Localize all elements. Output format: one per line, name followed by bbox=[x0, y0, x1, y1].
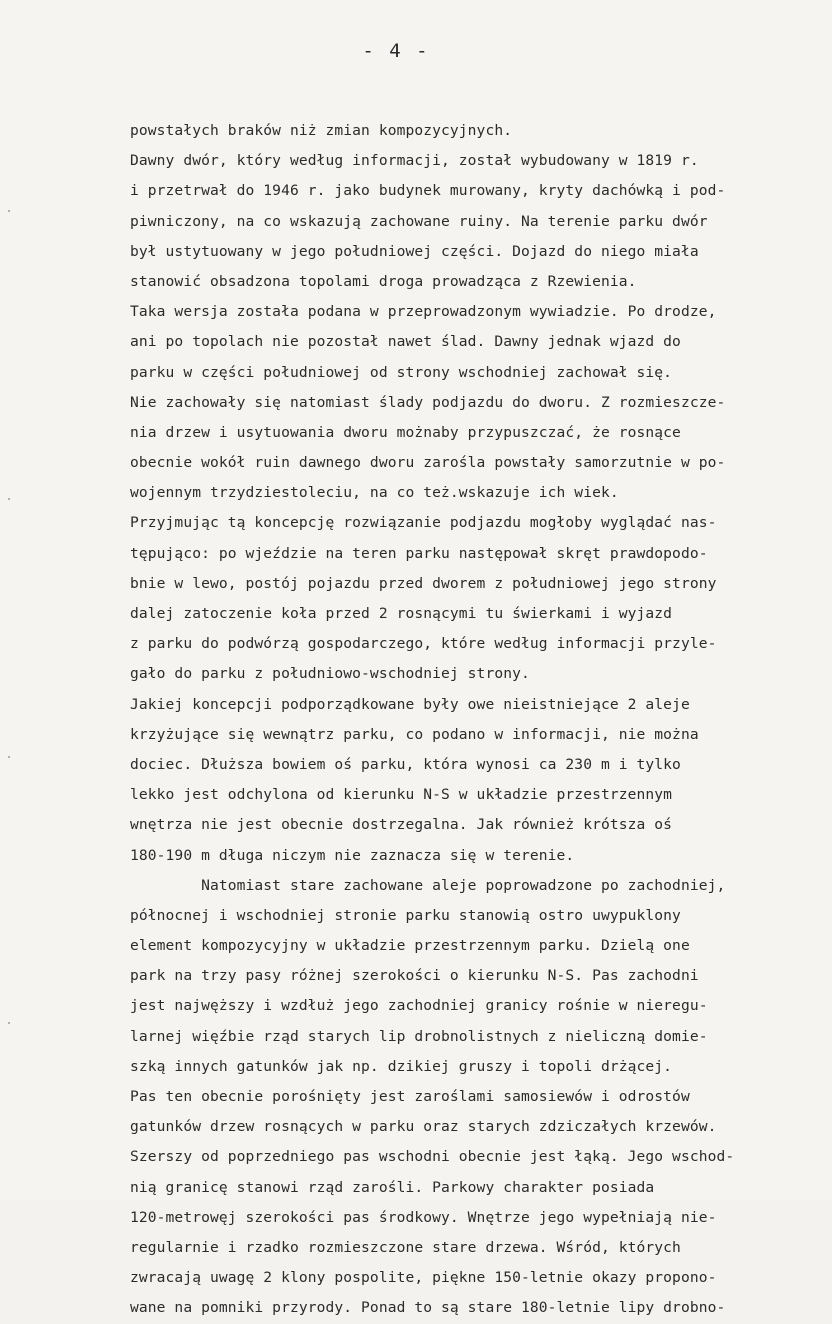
text-line: dalej zatoczenie koła przed 2 rosnącymi tu świerkami i wyjazd bbox=[130, 605, 673, 622]
text-line: ani po topolach nie pozostał nawet ślad. Dawny jednak wjazd do bbox=[130, 333, 681, 351]
text-line: Nie zachowały się natomiast ślady podjazdu do dworu. Z rozmieszcze- bbox=[130, 393, 726, 411]
text-line: gało do parku z południowo-wschodniej strony. bbox=[130, 665, 530, 683]
text-line: zwracają uwagę 2 klony pospolite, piękne 150-letnie okazy propono- bbox=[130, 1269, 717, 1287]
text-line: Taka wersja została podana w przeprowadzonym wywiadzie. Po drodze, bbox=[130, 303, 717, 321]
text-line: gatunków drzew rosnących w parku oraz starych zdziczałych krzewów. bbox=[130, 1118, 717, 1136]
text-line: piwniczony, na co wskazują zachowane ruiny. Na terenie parku dwór bbox=[130, 212, 708, 230]
text-line: stanowić obsadzona topolami droga prowadząca z Rzewienia. bbox=[130, 272, 637, 290]
margin-mark bbox=[8, 1022, 10, 1024]
text-line: Jakiej koncepcji podporządkowane były owe nieistniejące 2 aleje bbox=[130, 695, 690, 713]
margin-mark bbox=[8, 498, 10, 500]
text-line: północnej i wschodniej stronie parku stanowią ostro uwypuklony bbox=[130, 906, 681, 924]
body-text bbox=[130, 116, 830, 1324]
text-line: bnie w lewo, postój pojazdu przed dworem z południowej jego strony bbox=[130, 574, 717, 592]
text-line: regularnie i rzadko rozmieszczone stare drzewa. Wśród, których bbox=[130, 1238, 681, 1256]
text-line: 180-190 m długa niczym nie zaznacza się w terenie. bbox=[130, 846, 575, 864]
text-line: parku w części południowej od strony wschodniej zachował się. bbox=[130, 363, 673, 381]
text-line: 120-metrowęj szerokości pas środkowy. Wnętrze jego wypełniają nie- bbox=[130, 1208, 717, 1226]
text-line: nią granicę stanowi rząd zarośli. Parkowy charakter posiada bbox=[130, 1178, 655, 1196]
text-line: jest najwęższy i wzdłuż jego zachodniej granicy rośnie w nieregu- bbox=[130, 997, 708, 1015]
text-line: wane na pomniki przyrody. Ponad to są stare 180-letnie lipy drobno- bbox=[130, 1299, 726, 1317]
text-line: park na trzy pasy różnej szerokości o kierunku N-S. Pas zachodni bbox=[130, 967, 699, 985]
margin-mark bbox=[8, 756, 10, 758]
text-line: element kompozycyjny w układzie przestrzennym parku. Dzielą one bbox=[130, 937, 690, 955]
text-line: tępująco: po wjeździe na teren parku następował skręt prawdopodo- bbox=[130, 544, 708, 562]
text-line: krzyżujące się wewnątrz parku, co podano w informacji, nie można bbox=[130, 725, 699, 743]
text-line: Szerszy od poprzedniego pas wschodni obecnie jest łąką. Jego wschod- bbox=[130, 1148, 735, 1166]
text-line: Przyjmując tą koncepcję rozwiązanie podjazdu mogłoby wyglądać nas- bbox=[130, 514, 717, 532]
text-line: obecnie wokół ruin dawnego dworu zarośla powstały samorzutnie w po- bbox=[130, 454, 726, 472]
text-line: Natomiast stare zachowane aleje poprowadzone po zachodniej, bbox=[130, 876, 726, 894]
text-line: powstałych braków niż zmian kompozycyjnych. bbox=[130, 122, 513, 139]
text-line: wojennym trzydziestoleciu, na co też.wskazuje ich wiek. bbox=[130, 484, 619, 502]
text-line: larnej więźbie rząd starych lip drobnolistnych z nieliczną domie- bbox=[130, 1027, 708, 1045]
text-line: wnętrza nie jest obecnie dostrzegalna. Jak również krótsza oś bbox=[130, 816, 673, 834]
text-line: dociec. Dłuższa bowiem oś parku, która wynosi ca 230 m i tylko bbox=[130, 755, 681, 773]
margin-mark bbox=[8, 210, 10, 212]
text-line: Dawny dwór, który według informacji, został wybudowany w 1819 r. bbox=[130, 152, 699, 170]
page-number: - 4 - bbox=[362, 40, 430, 62]
text-line: i przetrwał do 1946 r. jako budynek murowany, kryty dachówką i pod- bbox=[130, 182, 726, 200]
text-line: szką innych gatunków jak np. dzikiej gruszy i topoli drżącej. bbox=[130, 1057, 673, 1075]
text-line: z parku do podwórzą gospodarczego, które według informacji przyle- bbox=[130, 635, 717, 653]
text-line: nia drzew i usytuowania dworu możnaby przypuszczać, że rosnące bbox=[130, 423, 681, 441]
text-line: był ustytuowany w jego południowej części. Dojazd do niego miała bbox=[130, 242, 699, 260]
text-line: lekko jest odchylona od kierunku N-S w układzie przestrzennym bbox=[130, 786, 673, 804]
text-line: Pas ten obecnie porośnięty jest zaroślami samosiewów i odrostów bbox=[130, 1088, 690, 1105]
